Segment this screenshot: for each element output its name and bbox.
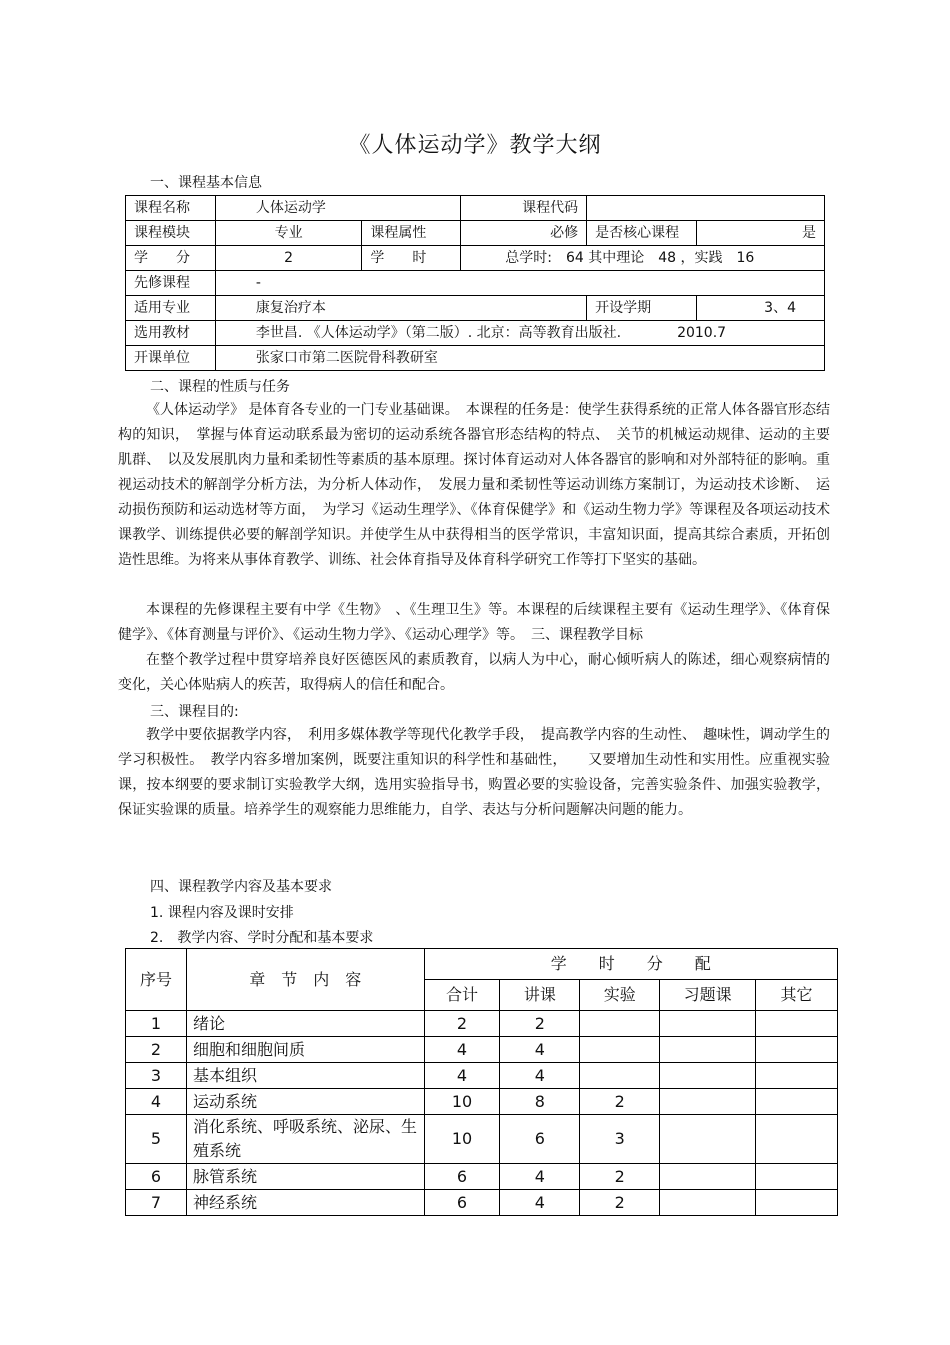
value-term: 3、4 <box>697 296 825 321</box>
label-hours: 学 时 <box>362 246 461 271</box>
cell-other <box>756 1115 838 1164</box>
label-module: 课程模块 <box>126 221 216 246</box>
cell-other <box>756 1037 838 1063</box>
label-term: 开设学期 <box>587 296 697 321</box>
cell-exercise <box>660 1089 756 1115</box>
header-distribution: 学 时 分 配 <box>424 949 837 980</box>
cell-other <box>756 1011 838 1037</box>
course-info-table <box>125 195 825 371</box>
value-prerequisite: - <box>215 271 824 296</box>
value-course-code <box>587 196 825 221</box>
table-row <box>126 1063 838 1089</box>
cell-chapter: 脉管系统 <box>186 1164 424 1190</box>
paragraph-teaching-goals: 在整个教学过程中贯穿培养良好医德医风的素质教育，以病人为中心，耐心倾听病人的陈述，细心观察病情的变化，关心体贴病人的疾苦，取得病人的信任和配合。 <box>118 652 830 693</box>
cell-lab <box>580 1063 660 1089</box>
cell-total: 6 <box>424 1164 500 1190</box>
cell-number: 3 <box>126 1063 187 1089</box>
value-module: 专业 <box>215 221 362 246</box>
table-row <box>126 1037 838 1063</box>
cell-lecture: 4 <box>500 1190 580 1216</box>
cell-chapter: 基本组织 <box>186 1063 424 1089</box>
cell-other <box>756 1089 838 1115</box>
section-2-heading: 二、课程的性质与任务 <box>150 379 290 395</box>
section-4-heading: 四、课程教学内容及基本要求 <box>150 879 332 895</box>
label-unit: 开课单位 <box>126 346 216 371</box>
header-other: 其它 <box>756 980 838 1011</box>
cell-other <box>756 1190 838 1216</box>
header-total: 合计 <box>424 980 500 1011</box>
label-course-code: 课程代码 <box>461 196 587 221</box>
cell-lab: 3 <box>580 1115 660 1164</box>
cell-chapter: 运动系统 <box>186 1089 424 1115</box>
cell-chapter: 神经系统 <box>186 1190 424 1216</box>
section-3-heading: 三、课程目的: <box>150 704 239 720</box>
header-number: 序号 <box>126 949 187 1011</box>
label-course-name: 课程名称 <box>126 196 216 221</box>
value-credit: 2 <box>215 246 362 271</box>
cell-lecture: 4 <box>500 1164 580 1190</box>
table-row <box>126 1089 838 1115</box>
cell-lecture: 4 <box>500 1063 580 1089</box>
cell-chapter: 消化系统、呼吸系统、泌尿、生殖系统 <box>186 1115 424 1164</box>
value-attribute: 必修 <box>461 221 587 246</box>
cell-number: 7 <box>126 1190 187 1216</box>
label-major: 适用专业 <box>126 296 216 321</box>
table-row <box>126 1190 838 1216</box>
label-credit: 学 分 <box>126 246 216 271</box>
hours-table <box>125 948 838 1216</box>
cell-chapter: 细胞和细胞间质 <box>186 1037 424 1063</box>
table-row <box>126 1011 838 1037</box>
cell-lecture: 8 <box>500 1089 580 1115</box>
subsection-4-2: 2. 教学内容、学时分配和基本要求 <box>150 930 374 946</box>
page-title: 《人体运动学》教学大纲 <box>348 133 602 158</box>
label-prerequisite: 先修课程 <box>126 271 216 296</box>
header-exercise: 习题课 <box>660 980 756 1011</box>
label-attribute: 课程属性 <box>362 221 461 246</box>
cell-exercise <box>660 1063 756 1089</box>
value-hours: 总学时: 64 其中理论 48 ，实践 16 <box>461 246 825 271</box>
cell-other <box>756 1063 838 1089</box>
cell-lecture: 6 <box>500 1115 580 1164</box>
cell-number: 1 <box>126 1011 187 1037</box>
header-lecture: 讲课 <box>500 980 580 1011</box>
subsection-4-1: 1. 课程内容及课时安排 <box>150 905 294 921</box>
cell-total: 4 <box>424 1063 500 1089</box>
cell-exercise <box>660 1115 756 1164</box>
cell-total: 4 <box>424 1037 500 1063</box>
value-course-name: 人体运动学 <box>215 196 460 221</box>
value-textbook: 李世昌. 《人体运动学》（第二版）. 北京：高等教育出版社. 2010.7 <box>215 321 824 346</box>
cell-chapter: 绪论 <box>186 1011 424 1037</box>
cell-exercise <box>660 1037 756 1063</box>
cell-number: 2 <box>126 1037 187 1063</box>
section-1-heading: 一、课程基本信息 <box>150 175 262 191</box>
cell-other <box>756 1164 838 1190</box>
table-row <box>126 1115 838 1164</box>
cell-lab: 2 <box>580 1164 660 1190</box>
cell-exercise <box>660 1164 756 1190</box>
label-core: 是否核心课程 <box>587 221 697 246</box>
cell-number: 5 <box>126 1115 187 1164</box>
table-row <box>126 1164 838 1190</box>
cell-exercise <box>660 1011 756 1037</box>
value-core: 是 <box>697 221 825 246</box>
cell-lecture: 2 <box>500 1011 580 1037</box>
cell-lecture: 4 <box>500 1037 580 1063</box>
cell-number: 4 <box>126 1089 187 1115</box>
label-textbook: 选用教材 <box>126 321 216 346</box>
cell-exercise <box>660 1190 756 1216</box>
cell-total: 6 <box>424 1190 500 1216</box>
cell-total: 10 <box>424 1089 500 1115</box>
value-major: 康复治疗本 <box>215 296 586 321</box>
cell-lab: 2 <box>580 1190 660 1216</box>
cell-lab <box>580 1037 660 1063</box>
header-chapter: 章 节 内 容 <box>186 949 424 1011</box>
cell-number: 6 <box>126 1164 187 1190</box>
cell-lab: 2 <box>580 1089 660 1115</box>
cell-total: 2 <box>424 1011 500 1037</box>
cell-total: 10 <box>424 1115 500 1164</box>
header-lab: 实验 <box>580 980 660 1011</box>
value-unit: 张家口市第二医院骨科教研室 <box>215 346 824 371</box>
paragraph-purpose: 教学中要依据教学内容， 利用多媒体教学等现代化教学手段， 提高教学内容的生动性、 趣味性，调动学生的学习积极性。 教学内容多增加案例，既要注重知识的科学性和基础性， 又要增加生动性和实用性。应重视实验课，按本纲要的要求制订实验教学大纲，选用实验指导书，购置必要的实验设备，完善实验条件、加强实验教学，保证实验课的质量。培养学生的观察能力思维能力，自学、表达与分析问题解决问题的能力。 <box>118 727 830 818</box>
paragraph-nature: 《人体运动学》 是体育各专业的一门专业基础课。 本课程的任务是：使学生获得系统的正常人体各器官形态结构的知识， 掌握与体育运动联系最为密切的运动系统各器官形态结构的特点、 关节的机械运动规律、运动的主要肌群、 以及发展肌肉力量和柔韧性等素质的基本原理。探讨体育运动对人体各器官的影响和对外部特征的影响。重视运动技术的解剖学分析方法，为分析人体动作， 发展力量和柔韧性等运动训练方案制订，为运动技术诊断、 运动损伤预防和运动选材等方面， 为学习《运动生理学》、《体育保健学》和《运动生物力学》等课程及各项运动技术课教学、训练提供必要的解剖学知识。并使学生从中获得相当的医学常识，丰富知识面，提高其综合素质，开拓创造性思维。为将来从事体育教学、训练、社会体育指导及体育科学研究工作等打下坚实的基础。 <box>118 402 830 568</box>
paragraph-prerequisites: 本课程的先修课程主要有中学《生物》 、《生理卫生》等。本课程的后续课程主要有《运动生理学》、《体育保健学》、《体育测量与评价》、《运动生物力学》、《运动心理学》等。 三、课程教学目标 <box>118 602 830 643</box>
cell-lab <box>580 1011 660 1037</box>
